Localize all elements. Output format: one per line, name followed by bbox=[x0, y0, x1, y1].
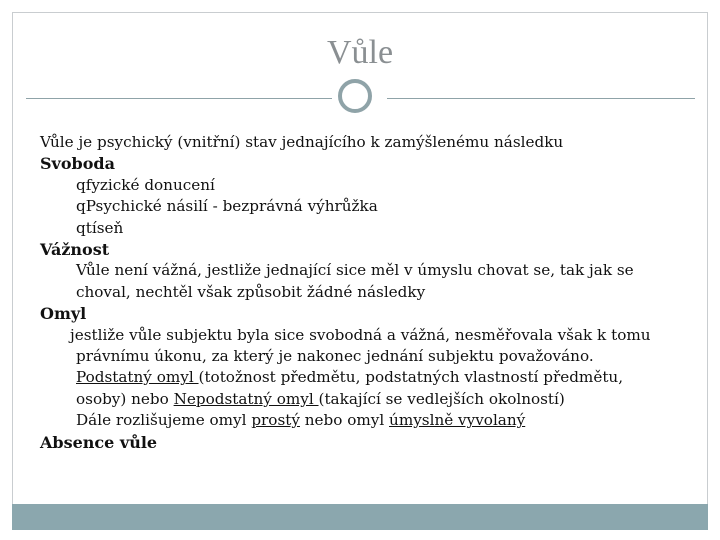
term-podstatny-omyl: Podstatný omyl bbox=[76, 368, 199, 387]
divider-right bbox=[387, 98, 695, 99]
paragraph-line: Dále rozlišujeme omyl prostý nebo omyl úmyslně vyvolaný bbox=[76, 411, 526, 430]
term-umyslne-vyvolany: úmyslně vyvolaný bbox=[389, 411, 526, 430]
footer-bar bbox=[12, 504, 708, 530]
bullet-icon: q bbox=[76, 197, 86, 216]
paragraph-line: osoby) nebo Nepodstatný omyl (takající se vedlejších okolností) bbox=[76, 389, 565, 408]
intro-text: Vůle je psychický (vnitřní) stav jednajícího k zamýšlenému následku bbox=[40, 133, 564, 151]
list-item: qPsychické násilí - bezprávná výhrůžka bbox=[76, 197, 378, 216]
heading-absence: Absence vůle bbox=[40, 432, 158, 452]
list-item: qfyzické donucení bbox=[76, 175, 215, 194]
list-item: qtíseň bbox=[76, 218, 124, 237]
circle-ornament-icon bbox=[338, 79, 372, 113]
paragraph-line: jestliže vůle subjektu byla sice svobodná a vážná, nesměřovala však k tomu bbox=[70, 325, 651, 344]
heading-omyl: Omyl bbox=[40, 304, 87, 324]
bullet-icon: q bbox=[76, 218, 86, 237]
paragraph-line: choval, nechtěl však způsobit žádné následky bbox=[76, 282, 426, 301]
paragraph-line: Vůle není vážná, jestliže jednající sice měl v úmyslu chovat se, tak jak se bbox=[76, 261, 634, 280]
divider-left bbox=[26, 98, 332, 99]
paragraph-line: Podstatný omyl (totožnost předmětu, podstatných vlastností předmětu, bbox=[76, 368, 624, 387]
bullet-icon: q bbox=[76, 175, 86, 194]
heading-vaznost: Vážnost bbox=[40, 240, 110, 260]
term-prosty: prostý bbox=[251, 411, 300, 430]
slide-title: Vůle bbox=[326, 34, 394, 71]
term-nepodstatny-omyl: Nepodstatný omyl bbox=[173, 389, 319, 408]
slide-body bbox=[40, 132, 680, 453]
heading-svoboda: Svoboda bbox=[40, 154, 115, 174]
paragraph-line: právnímu úkonu, za který je nakonec jednání subjektu považováno. bbox=[76, 347, 594, 366]
